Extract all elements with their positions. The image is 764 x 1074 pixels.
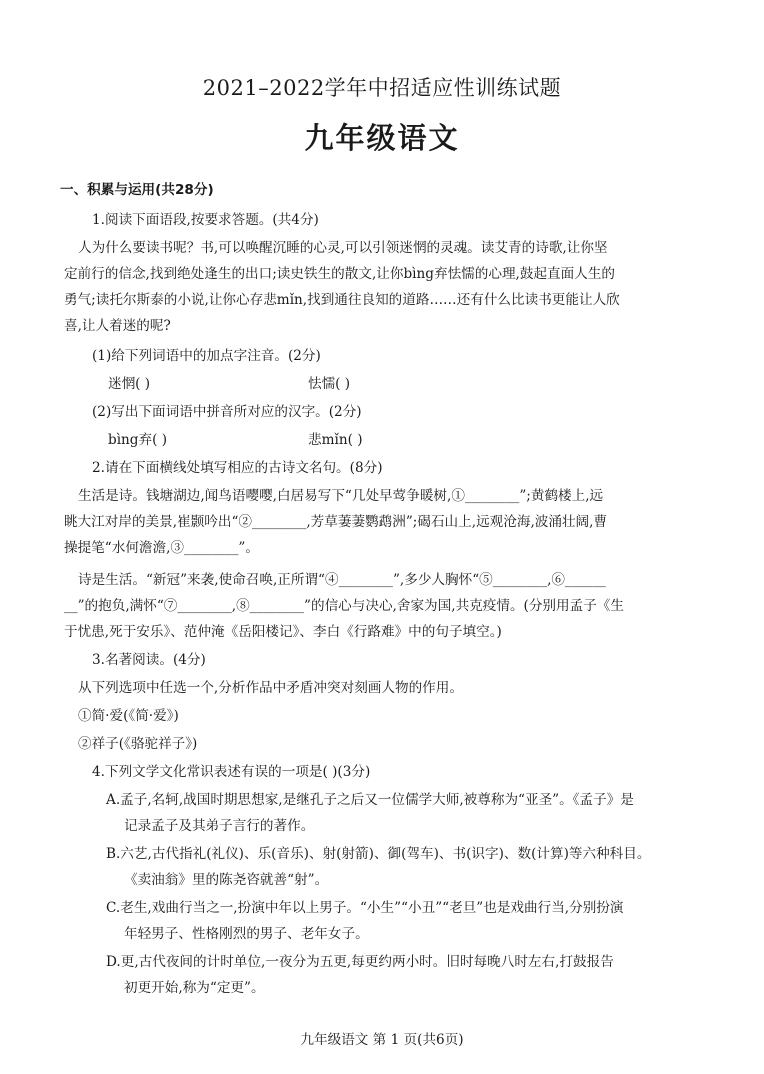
q2-line: 眺大江对岸的美景,崔颢吟出“②________,芳草萋萋鹦鹉洲”;碣石山上,远观沧海,波涌壮阔,曹: [64, 514, 608, 530]
q2-line: 生活是诗。钱塘湖边,闻鸟语嘤嘤,白居易写下“几处早莺争暖树,①________”;黄鹤楼上,远: [78, 488, 604, 504]
section-heading: 一、积累与运用(共28分): [60, 182, 214, 198]
q4-option-d-cont: 初更开始,称为“定更”。: [124, 980, 265, 996]
q1-sub1-item: 迷惘( ): [108, 376, 151, 392]
q4-option-b: B.六艺,古代指礼(礼仪)、乐(音乐)、射(射箭)、御(驾车)、书(识字)、数(计算)等六种科目。: [106, 846, 651, 862]
q4-option-c-cont: 年轻男子、性格刚烈的男子、老年女子。: [124, 926, 369, 942]
q1-passage-line: 勇气;读托尔斯泰的小说,让你心存悲mǐn,找到通往良知的道路……还有什么比读书更能让人欣: [64, 292, 620, 308]
subject-title: 九年级语文: [304, 121, 460, 155]
q2-line: 诗是生活。“新冠”来袭,使命召唤,正所谓“④________”,多少人胸怀“⑤________,⑥______: [78, 572, 606, 588]
q4-option-c: C.老生,戏曲行当之一,扮演中年以上男子。“小生”“小丑”“老旦”也是戏曲行当,分别扮演: [106, 900, 624, 916]
q1-passage-line: 喜,让人着迷的呢?: [64, 318, 171, 334]
page-footer: 九年级语文 第 1 页(共6页): [300, 1032, 464, 1048]
q4-option-d: D.更,古代夜间的计时单位,一夜分为五更,每更约两小时。旧时每晚八时左右,打鼓报告: [106, 954, 614, 970]
q1-passage-line: 定前行的信念,找到绝处逢生的出口;读史铁生的散文,让你bìng弃怯懦的心理,鼓起直面人生的: [64, 266, 616, 282]
q3-option: ②祥子(《骆驼祥子》): [78, 736, 198, 752]
q1-sub1-item: 怯懦( ): [308, 376, 351, 392]
q4-option-a-cont: 记录孟子及其弟子言行的著作。: [124, 818, 315, 834]
q3-stem: 3.名著阅读。(4分): [92, 652, 206, 668]
q1-sub2-item: bìng弃( ): [108, 432, 168, 448]
exam-title: 2021–2022学年中招适应性训练试题: [202, 76, 562, 100]
q2-stem: 2.请在下面横线处填写相应的古诗文名句。(8分): [92, 460, 383, 476]
q1-sub1-stem: (1)给下列词语中的加点字注音。(2分): [92, 348, 321, 364]
q2-line: __”的抱负,满怀“⑦________,⑧________”的信心与决心,舍家为国,共克疫情。(分别用孟子《生: [64, 598, 624, 614]
q1-sub2-item: 悲mǐn( ): [308, 432, 363, 448]
q4-option-a: A.孟子,名轲,战国时期思想家,是继孔子之后又一位儒学大师,被尊称为“亚圣”。《孟子》是: [106, 792, 634, 808]
q1-stem: 1.阅读下面语段,按要求答题。(共4分): [92, 212, 319, 228]
q3-instruction: 从下列选项中任选一个,分析作品中矛盾冲突对刻画人物的作用。: [78, 680, 463, 696]
q2-line: 操提笔“水何澹澹,③________”。: [64, 540, 259, 556]
q3-option: ①简·爱(《简·爱》): [78, 708, 179, 724]
q4-option-b-cont: 《卖油翁》里的陈尧咨就善“射”。: [124, 872, 329, 888]
q1-passage-line: 人为什么要读书呢？书,可以唤醒沉睡的心灵,可以引领迷惘的灵魂。读艾青的诗歌,让你坚: [78, 240, 608, 256]
q4-stem: 4.下列文学文化常识表述有误的一项是( )(3分): [92, 764, 371, 780]
q2-line: 于忧患,死于安乐》、范仲淹《岳阳楼记》、李白《行路难》中的句子填空。): [64, 624, 502, 640]
q1-sub2-stem: (2)写出下面词语中拼音所对应的汉字。(2分): [92, 404, 362, 420]
